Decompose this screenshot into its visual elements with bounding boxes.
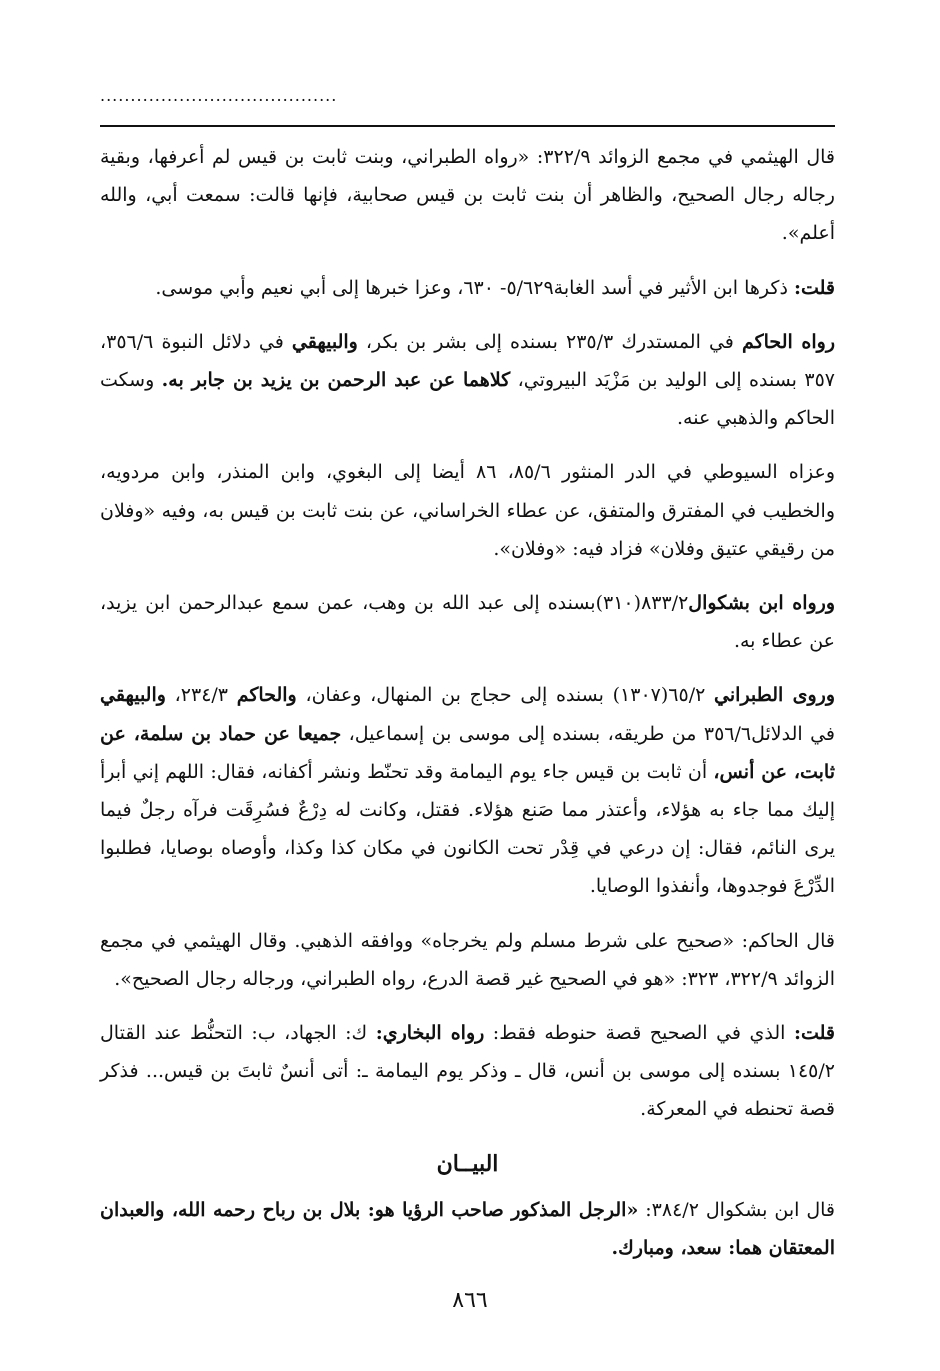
page-number: ٨٦٦	[452, 1288, 488, 1313]
text-run: في دلائل النبوة ٣٥٦/٦، ٣٥٧ بسنده إلى الوليد بن مَزْيَد البيروتي،	[100, 330, 835, 392]
text-run: أن ثابت بن قيس جاء يوم اليمامة وقد تحنّط ونشر أكفانه، فقال: اللهم إني أبرأ إليك مما جاء به هؤلاء، وأعتذر مما صَنع هؤلاء. فقتل، وكانت له دِرْعٌ فسُرِقَت فرآه رجلٌ فيما يرى النائم، فقال: إن درعي في قِدْر تحت الكانون في مكان كذا وكذا، وأوصاه بوصايا، فطلبوا الدِّرْعَ فوجدوها، وأنفذوا الوصايا.	[100, 760, 835, 898]
bold-run: والبيهقي	[100, 684, 166, 707]
bold-run: «الرجل المذكور صاحب الرؤيا هو: بلال بن رباح رحمه الله، والعبدان المعتقان هما: سعد، ومبارك.	[100, 1198, 835, 1260]
paragraph	[100, 922, 835, 998]
text-run: وسكت الحاكم والذهبي عنه.	[100, 369, 835, 430]
text-run: ٨٣٣/٢(٣١٠)بسنده إلى عبد الله بن وهب، عمن سمع عبدالرحمن ابن يزيد، عن عطاء به.	[100, 592, 835, 653]
body-text	[100, 138, 835, 1283]
bold-run: رواه الحاكم	[741, 330, 836, 353]
paragraph-list	[100, 138, 835, 1129]
bold-run: قلت:	[793, 276, 835, 299]
paragraph	[100, 453, 835, 568]
text-run: ٢٣٤/٣،	[165, 684, 237, 707]
text-run: ٦٥/٢(١٣٠٧) بسنده إلى حجاج بن المنهال، وعفان،	[296, 684, 715, 707]
bold-run: كلاهما عن عبد الرحمن بن يزيد بن جابر به.	[161, 369, 511, 392]
text-run: ذكرها ابن الأثير في أسد الغابة٥/٦٢٩- ٦٣٠، وعزا خبرها إلى أبي نعيم وأبي موسى.	[155, 276, 794, 299]
bold-run: والحاكم	[236, 684, 297, 707]
bold-run: والبيهقي	[291, 330, 358, 353]
paragraph	[100, 1191, 835, 1267]
text-run: قال ابن بشكوال ٣٨٤/٢:	[638, 1198, 835, 1221]
bold-run: قلت:	[793, 1022, 835, 1045]
bold-run: ورواه ابن بشكوال	[688, 592, 836, 615]
paragraph	[100, 584, 835, 660]
paragraph	[100, 676, 835, 905]
text-run: وعزاه السيوطي في الدر المنثور ٨٥/٦، ٨٦ أيضا إلى البغوي، وابن المنذر، وابن مردويه، والخطيب في المفترق والمتفق، عن عطاء الخراساني، عن بنت ثابت بن قيس به، وفيه «وفلان من رقيقي عتيق وفلان» فزاد فيه: «وفلان».	[100, 461, 836, 560]
dotted-separator: .......................................	[100, 86, 338, 105]
text-run: في الدلائل٣٥٦/٦ من طريقه، بسنده إلى موسى بن إسماعيل،	[341, 722, 835, 745]
text-run: في المستدرك ٢٣٥/٣ بسنده إلى بشر بن بكر،	[357, 330, 742, 353]
bold-run: رواه البخاري:	[375, 1022, 485, 1045]
text-run: قال الحاكم: «صحيح على شرط مسلم ولم يخرجاه» ووافقه الذهبي. وقال الهيثمي في مجمع الزوائد ٣٢٢/٩، ٣٢٣: «هو في الصحيح غير قصة الدرع، رواه الطبراني، ورجاله رجال الصحيح».	[100, 929, 835, 990]
text-run: قال الهيثمي في مجمع الزوائد ٣٢٢/٩: «رواه الطبراني، وبنت ثابت بن قيس لم أعرفها، وبقية رجاله رجال الصحيح، والظاهر أن بنت ثابت بن قيس صحابية، فإنها قالت: سمعت أبي، والله أعلم».	[100, 146, 835, 245]
paragraph	[100, 269, 835, 307]
section-heading: البيــان	[436, 1150, 499, 1177]
bold-run: وروى الطبراني	[714, 684, 836, 707]
bold-run: جميعا عن حماد بن سلمة، عن ثابت، عن أنس،	[100, 722, 836, 783]
section-paragraph-list	[100, 1191, 835, 1267]
text-run: الذي في الصحيح قصة حنوطه فقط:	[484, 1022, 794, 1045]
paragraph	[100, 138, 835, 253]
paragraph	[100, 1014, 835, 1129]
paragraph	[100, 323, 835, 438]
text-run: ك: الجهاد، ب: التحنُّط عند القتال ١٤٥/٢ بسنده إلى موسى بن أنس، قال ـ وذكر يوم اليمامة ـ: أتى أنسٌ ثابتَ بن قيس... فذكر قصة تحنطه في المعركة.	[100, 1022, 835, 1121]
horizontal-rule	[100, 125, 835, 127]
